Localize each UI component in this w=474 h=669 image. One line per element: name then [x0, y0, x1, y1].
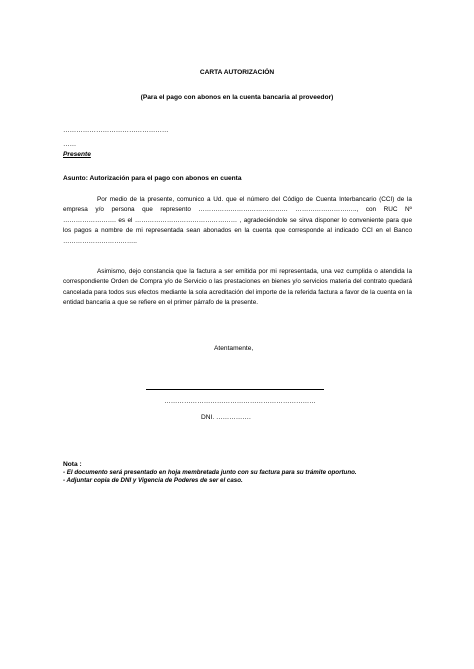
signature-name-line: …………………………………………………………… [164, 398, 316, 405]
paragraph-cci: Por medio de la presente, comunico a Ud. que el número del Código de Cuenta Interbancario (CCI) de la empresa y/o persona que represento …………………………………… ……………………….., con RUC Nº ……………………. es el ………………………………………… , agradeciéndole se sirva disponer lo conveniente para que los pagos a nombre de mi representada sean abonados en la cuenta que corresponde al indicado CCI en el Banco …………………………….. [63, 196, 412, 245]
letter-title: CARTA AUTORIZACIÓN [199, 69, 275, 76]
note-item: - El documento será presentado en hoja membretada junto con su factura para su trámite oportuno. [63, 469, 357, 476]
note-item: - Adjuntar copia de DNI y Vigencia de Poderes de ser el caso. [63, 477, 243, 484]
closing-text: Atentamente, [214, 345, 254, 352]
notes-heading: Nota : [63, 461, 82, 468]
letter-subtitle: (Para el pago con abonos en la cuenta bancaria al proveedor) [140, 94, 334, 101]
dni-line: DNI. ……………. [201, 414, 251, 421]
paragraph-constancia: Asimismo, dejo constancia que la factura a ser emitida por mi representada, una vez cumplida o atendida la correspondiente Orden de Compra y/o de Servicio o las prestaciones en bienes y/o servicios materia del contrato quedará cancelada para todos sus efectos mediante la sola acreditación del importe de la referida factura a favor de la cuenta en la entidad bancaria a que se refiere en el primer párrafo de la presente. [63, 268, 412, 307]
addressee-line: ………………………………………… [63, 127, 169, 134]
presente-label: Presente [63, 151, 91, 158]
signature-line [146, 389, 324, 390]
addressee-line-2: …… [63, 141, 77, 148]
subject-line: Asunto: Autorización para el pago con abonos en cuenta [63, 175, 242, 182]
